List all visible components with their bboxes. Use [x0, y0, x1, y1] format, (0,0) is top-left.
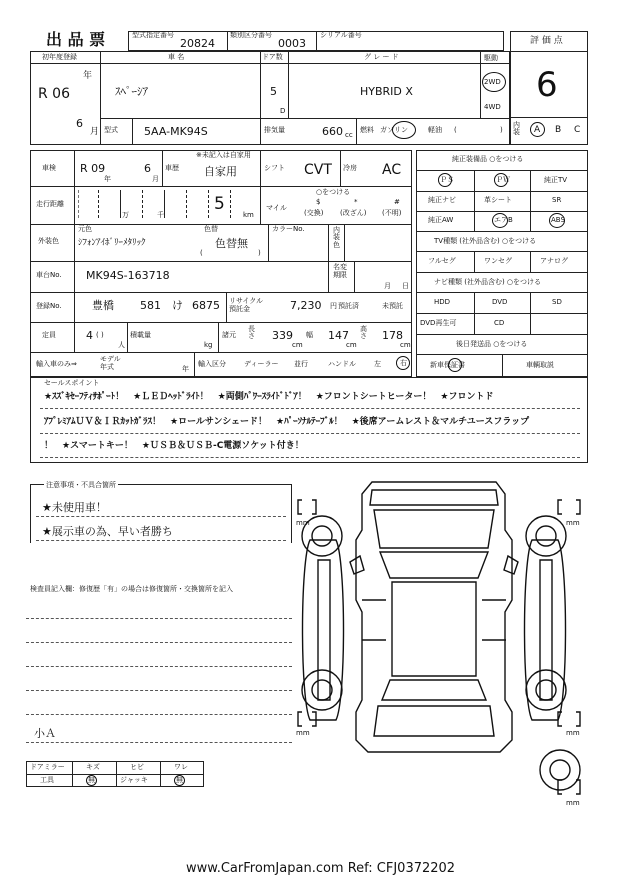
recycle-value: 7,230 [290, 299, 322, 312]
sales-points-label: セールスポイント [44, 379, 100, 387]
score-label: 評 価 点 [530, 36, 563, 46]
mileage-sen: 千 [157, 211, 164, 219]
legend-mirror: ドアミラー [30, 763, 65, 771]
dims-label: 諸元 [222, 331, 236, 339]
model-code-value: 5AA-MK94S [144, 125, 208, 138]
mileage-unit: km [243, 211, 254, 219]
nav-cd: CD [494, 319, 505, 327]
name-change-month: 月 [384, 282, 391, 290]
model-year-unit: 年 [182, 365, 189, 373]
plate-kana: け [172, 299, 183, 312]
repaint-label: 色替 [204, 225, 218, 233]
legend-tools-value: 無 [88, 776, 95, 784]
sales-point-line-2: ｱﾌﾟﾚﾐｱﾑＵＶ＆ＩＲｶｯﾄｶﾞﾗｽ！ ★ロールサンシェード！ ★ﾊﾟｰｿﾅﾙﾃｰﾌﾞﾙ！ ★後席アームレスト＆マルチユースフラップ [44, 417, 530, 427]
name-change-label: 名変期限 [333, 263, 347, 279]
legend-crack: ヒビ [130, 763, 144, 771]
displacement-label: 排気量 [264, 126, 285, 134]
plate-class: 581 [140, 299, 161, 312]
equip-abs: ABS [551, 216, 565, 224]
mileage-check-label: ○をつける [316, 188, 351, 196]
first-reg-era: R 06 [38, 86, 70, 102]
nav-dvd: DVD [492, 298, 508, 306]
legend-jack: ジャッキ [120, 776, 148, 784]
first-reg-month: 6 [76, 117, 83, 130]
note-line-2: ★展示車の為、早い者勝ち [42, 525, 173, 538]
docs-header: 後日発送品 ○をつける [456, 340, 528, 348]
capacity-unit: 人 [118, 341, 125, 349]
inspection-month-unit: 月 [152, 175, 159, 183]
tire-fl-mm: mm [296, 519, 310, 527]
usage-label: 車歴 [165, 164, 179, 172]
mileage-value: 5 [214, 194, 225, 214]
capacity-paren: ( ) [96, 331, 104, 339]
handle-left: 左 [374, 360, 381, 368]
inspection-era: R 09 [80, 162, 106, 175]
inspector-final-line: 小Ａ [34, 727, 56, 740]
mile-dollar: $ [316, 198, 321, 206]
repaint-value: 色替無 [215, 237, 248, 250]
handle-right: 右 [400, 359, 407, 367]
height-unit: cm [400, 341, 411, 349]
exterior-color-label: 外装色 [38, 237, 59, 245]
shift-label: シフト [264, 164, 285, 172]
equip-ps: ＰＳ [440, 176, 454, 184]
docs-warranty: 新車保証書 [430, 361, 465, 369]
equip-nav: 純正ナビ [428, 196, 456, 204]
legend-tools: 工具 [40, 776, 54, 784]
usage-value: 自家用 [204, 165, 237, 178]
width-value: 147 [328, 329, 349, 342]
doors-suffix: D [280, 107, 286, 115]
legend-jack-value: 無 [176, 776, 183, 784]
doors-label: ドア数 [262, 53, 283, 61]
load-unit: kg [204, 341, 213, 349]
equip-tv: 純正TV [544, 176, 568, 184]
recycle-unit: 円 [330, 302, 337, 310]
length-label: 長さ [248, 325, 255, 341]
shift-value: CVT [304, 162, 332, 178]
interior-grade-a: A [534, 125, 541, 135]
repaint-close: ) [258, 249, 261, 257]
doors-value: 5 [270, 85, 277, 98]
tv-analog: アナログ [540, 257, 568, 265]
model-name-label: 車 名 [168, 53, 185, 61]
equip-airbag: エアB [494, 216, 513, 224]
import-type-label: 輸入区分 [198, 360, 226, 368]
nav-sd: SD [552, 298, 562, 306]
docs-manual: 車輌取説 [526, 361, 554, 369]
original-color-value: ｼﾌｫﾝｱｲﾎﾞﾘｰﾒﾀﾘｯｸ [78, 238, 146, 248]
type-designation-value: 20824 [180, 37, 215, 50]
mile-label: マイル [266, 204, 287, 212]
capacity-label: 定員 [42, 331, 56, 339]
import-dealer: ディーラー [244, 360, 279, 368]
model-name: ｽﾍﾟｰｼｱ [115, 85, 148, 98]
mileage-man: 万 [122, 211, 129, 219]
nav-header: ナビ種類 (社外品含む) ○をつける [434, 278, 542, 286]
equipment-header: 純正装備品 ○をつける [452, 155, 524, 163]
first-reg-month-unit: 月 [90, 127, 100, 137]
width-unit: cm [346, 341, 357, 349]
score-value: 6 [536, 65, 558, 105]
interior-label: 内装 [513, 121, 520, 136]
grade-value: HYBRID X [360, 85, 413, 98]
inspection-year-unit: 年 [104, 175, 111, 183]
mile-dollar-note: (交換) [304, 209, 324, 217]
ac-label: 冷房 [343, 164, 357, 172]
fuel-diesel: 軽油 [428, 126, 442, 134]
mile-hash-note: (不明) [382, 209, 402, 217]
category-label: 類別区分番号 [230, 31, 272, 39]
equip-aw: 純正AW [428, 216, 454, 224]
interior-grade-b: B [555, 125, 562, 135]
nav-dvd-play: DVD再生可 [420, 319, 457, 327]
load-label: 積載量 [130, 331, 151, 339]
mile-star: * [354, 198, 358, 206]
legend-break: ワレ [174, 763, 188, 771]
tv-fullseg: フルセグ [428, 257, 456, 265]
note-line-1: ★未使用車！ [42, 501, 107, 514]
form-title: 出 品 票 [46, 30, 106, 49]
mile-hash: # [394, 198, 400, 206]
plate-region: 豊橋 [92, 299, 114, 312]
equip-sr: SR [552, 196, 562, 204]
first-reg-year-unit: 年 [83, 71, 93, 81]
serial-label: シリアル番号 [320, 31, 362, 39]
tire-fr-mm: mm [566, 519, 580, 527]
name-change-day: 日 [402, 282, 409, 290]
tv-header: TV種類 (社外品含む) ○をつける [434, 237, 537, 245]
nav-hdd: HDD [434, 298, 451, 306]
equip-pw: ＰＷ [496, 176, 510, 184]
model-year-label: モデル年式 [100, 355, 121, 372]
first-reg-label: 初年度登録 [42, 53, 77, 61]
fuel-label: 燃料 [360, 126, 374, 134]
notes-label: 注意事項・不具合箇所 [46, 481, 116, 489]
ac-value: AC [382, 162, 402, 178]
capacity-value: 4 [86, 329, 93, 342]
displacement-value: 660 [322, 125, 343, 138]
category-value: 0003 [278, 37, 306, 50]
chassis-label: 車台No. [36, 271, 62, 279]
original-color-label: 元色 [78, 225, 92, 233]
height-label: 高さ [360, 325, 367, 341]
recycle-paid: 預託済 [338, 302, 359, 310]
legend-scratch: キズ [86, 763, 100, 771]
recycle-unpaid: 未預託 [382, 302, 403, 310]
grade-label: グ レ ー ド [364, 53, 399, 61]
displacement-unit: cc [345, 131, 353, 139]
tire-spare-mm: mm [566, 799, 580, 807]
mileage-label: 走行距離 [36, 200, 64, 208]
inspection-month: 6 [144, 162, 151, 175]
handle-label: ハンドル [328, 360, 356, 368]
fuel-gasoline: ガソリン [380, 126, 408, 134]
repaint-open: ( [200, 249, 203, 257]
footer-watermark: www.CarFromJapan.com Ref: CFJ0372202 [186, 861, 456, 876]
inspection-label: 車検 [42, 164, 56, 172]
import-label: 輸入車のみ⇒ [36, 360, 77, 368]
plate-number: 6875 [192, 299, 220, 312]
fuel-other-close: ) [500, 126, 503, 134]
sales-point-line-1: ★ｽｽﾞｷｾｰﾌﾃｨｻﾎﾟｰﾄ！ ★ＬＥＤﾍｯﾄﾞﾗｲﾄ！ ★両側ﾊﾟﾜｰｽﾗｲﾄﾞﾄﾞｱ！ ★フロントシートヒーター！ ★フロントド [44, 392, 494, 402]
width-label: 幅 [306, 331, 313, 339]
interior-grade-c: C [574, 125, 581, 135]
tire-rr-mm: mm [566, 729, 580, 737]
model-code-label: 型式 [104, 126, 118, 134]
mile-star-note: (改ざん) [340, 209, 367, 217]
chassis-value: MK94S-163718 [86, 269, 170, 282]
sales-point-line-3: ！ ★スマートキー！ ★ＵＳＢ＆ＵＳＢ-C電源ソケット付き！ [44, 441, 304, 451]
tire-rl-mm: mm [296, 729, 310, 737]
plate-label: 登録No. [36, 302, 62, 310]
color-no-label: カラーNo. [272, 225, 305, 233]
height-value: 178 [382, 329, 403, 342]
length-unit: cm [292, 341, 303, 349]
drive-2wd: 2WD [484, 78, 501, 86]
type-designation-label: 型式指定番号 [132, 31, 174, 39]
drive-label: 駆動 [484, 54, 498, 62]
fuel-other-open: ( [454, 126, 457, 134]
length-value: 339 [272, 329, 293, 342]
interior-color-label: 内装色 [333, 226, 340, 249]
import-parallel: 並行 [294, 360, 308, 368]
tv-oneseg: ワンセグ [484, 257, 512, 265]
equip-leather: 革シート [484, 196, 512, 204]
inspector-label: 検査員記入欄：修復歴「有」の場合は修復箇所・交換箇所を記入 [30, 585, 233, 593]
usage-note: ※未記入は自家用 [196, 151, 251, 159]
recycle-label: リサイクル預託金 [229, 297, 264, 314]
drive-4wd: 4WD [484, 103, 501, 111]
